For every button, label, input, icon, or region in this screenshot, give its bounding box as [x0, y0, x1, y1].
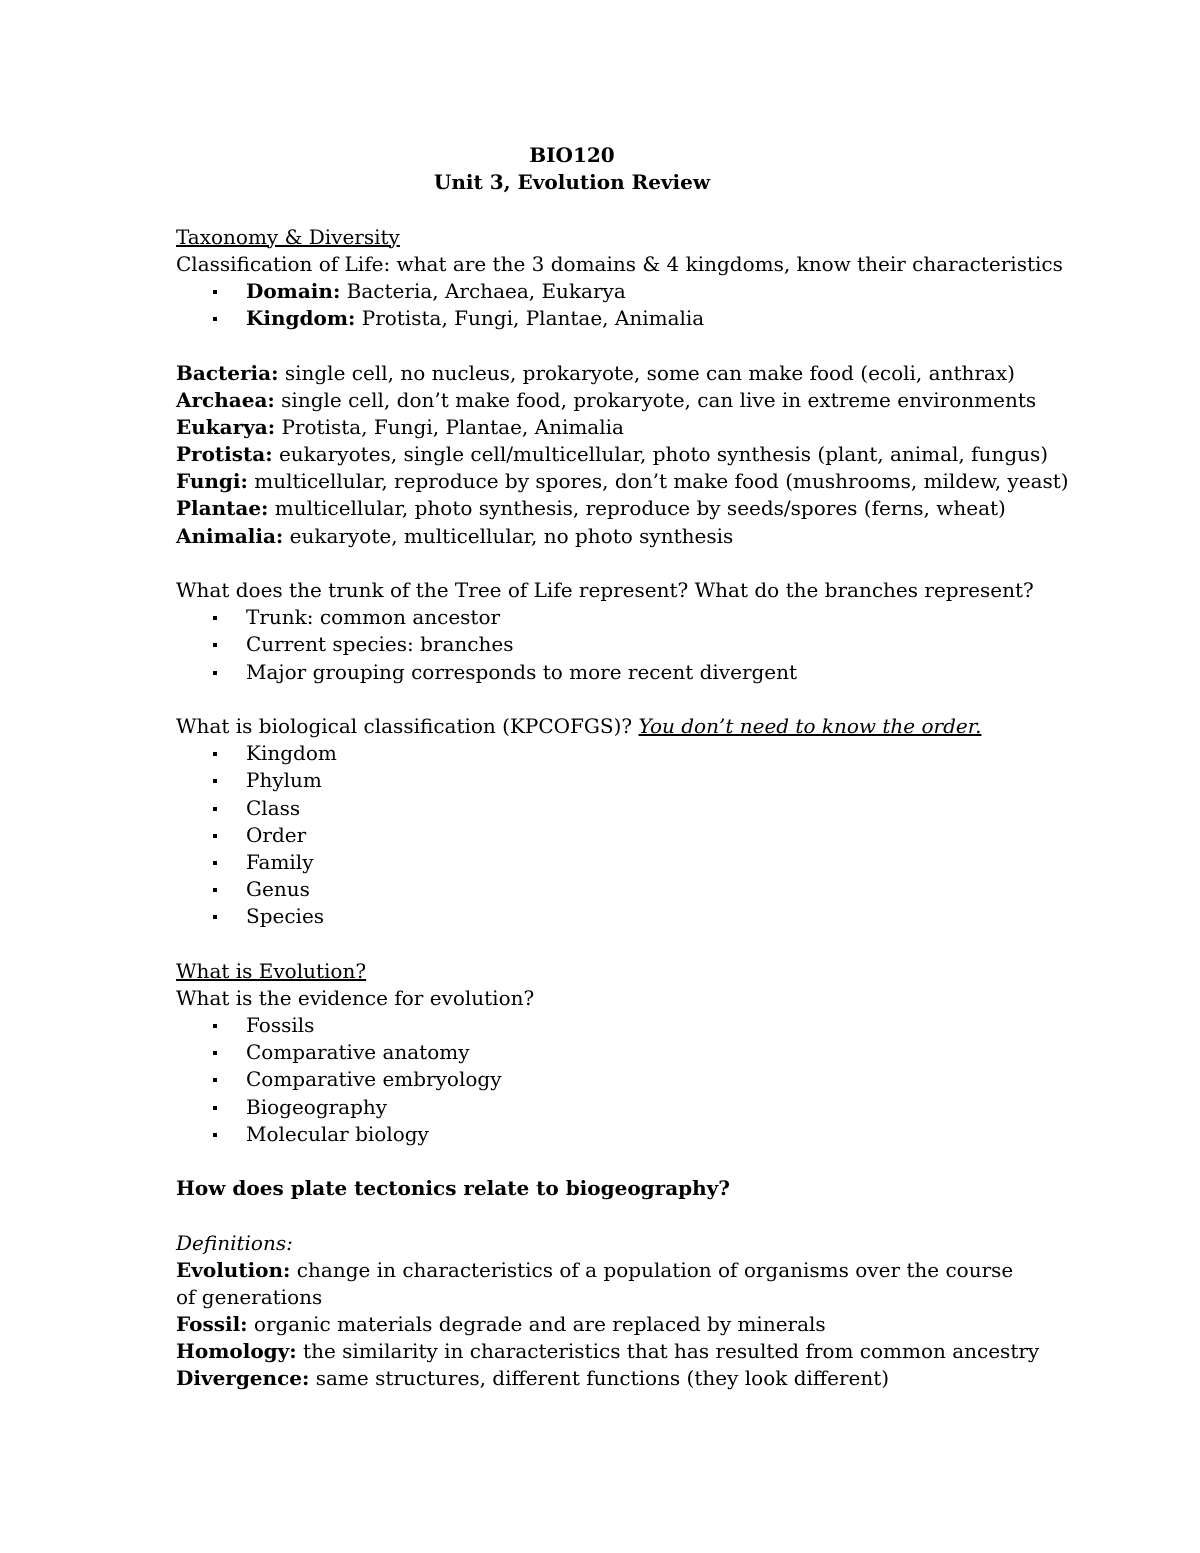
term: Homology: — [176, 1339, 297, 1364]
list-item: Molecular biology — [176, 1121, 1036, 1148]
spacer — [176, 1202, 1036, 1229]
list-item: Comparative embryology — [176, 1066, 1036, 1093]
tree-of-life-question: What does the trunk of the Tree of Life represent? What do the branches represent? — [176, 578, 1034, 602]
list-item: Major grouping corresponds to more recent divergent — [176, 659, 1036, 686]
order-note: You don’t need to know the order. — [638, 713, 982, 738]
term: Archaea: — [176, 387, 275, 412]
definition-plantae — [176, 495, 1036, 522]
term: Bacteria: — [176, 360, 279, 385]
definition-homology — [176, 1338, 1040, 1365]
term: Divergence: — [176, 1366, 310, 1391]
spacer — [176, 686, 1036, 713]
spacer — [176, 196, 1036, 223]
term: Protista: — [176, 442, 273, 467]
definition-fungi — [176, 468, 1069, 495]
list-item: Fossils — [176, 1012, 1036, 1039]
term: Fungi: — [176, 469, 248, 494]
description: same structures, different functions (they look different) — [309, 1366, 890, 1391]
list-item: Kingdom — [176, 740, 1036, 767]
evidence-list — [176, 1012, 1036, 1148]
classification-question: Classification of Life: what are the 3 domains & 4 kingdoms, know their characteristics — [176, 251, 1063, 276]
list-item: Species — [176, 903, 1036, 930]
definition-bacteria — [176, 360, 1036, 387]
domain-kingdom-list — [176, 278, 1036, 332]
evidence-question: What is the evidence for evolution? — [176, 985, 535, 1010]
description: Protista, Fungi, Plantae, Animalia — [355, 306, 705, 331]
description: single cell, don’t make food, prokaryote, can live in extreme environments — [274, 387, 1037, 412]
spacer — [176, 550, 1036, 577]
list-item: Trunk: common ancestor — [176, 604, 1036, 631]
section-heading-evolution: What is Evolution? — [176, 958, 367, 983]
description: the similarity in characteristics that has resulted from common ancestry — [296, 1339, 1040, 1364]
document-title: Unit 3, Evolution Review — [433, 170, 711, 195]
description: multicellular, photo synthesis, reproduce by seeds/spores (ferns, wheat) — [268, 496, 1006, 521]
term: Fossil: — [176, 1312, 248, 1337]
list-item — [176, 278, 1036, 305]
term: Domain: — [246, 278, 341, 303]
plate-tectonics-question: How does plate tectonics relate to biogeography? — [176, 1176, 731, 1201]
list-item — [176, 305, 1036, 332]
definition-fossil — [176, 1311, 1036, 1338]
definition-animalia — [176, 523, 1036, 550]
list-item: Comparative anatomy — [176, 1039, 1036, 1066]
section-heading-taxonomy: Taxonomy & Diversity — [176, 224, 400, 249]
list-item: Biogeography — [176, 1094, 1036, 1121]
description: multicellular, reproduce by spores, don’t make food (mushrooms, mildew, yeast) — [247, 469, 1069, 494]
description: change in characteristics of a population of organisms over the course of generations — [176, 1257, 1014, 1309]
description: eukaryote, multicellular, no photo synthesis — [283, 523, 734, 548]
term: Plantae: — [176, 496, 269, 521]
section-heading-definitions: Definitions: — [176, 1230, 293, 1255]
list-item: Current species: branches — [176, 631, 1036, 658]
tree-of-life-list — [176, 604, 1036, 686]
definition-archaea — [176, 387, 1036, 414]
spacer — [176, 1148, 1036, 1175]
definition-eukarya — [176, 414, 1036, 441]
list-item: Family — [176, 849, 1036, 876]
course-code: BIO120 — [529, 143, 615, 167]
description: organic materials degrade and are replaced by minerals — [247, 1312, 826, 1337]
definition-protista — [176, 441, 1049, 468]
definition-divergence — [176, 1365, 1036, 1392]
term: Evolution: — [176, 1257, 291, 1282]
taxonomic-ranks-list — [176, 740, 1036, 930]
classification-kpcofgs-question — [176, 713, 1036, 740]
list-item: Class — [176, 795, 1036, 822]
term: Kingdom: — [246, 306, 356, 331]
list-item: Phylum — [176, 767, 1036, 794]
question-text: What is biological classification (KPCOFGS)? — [176, 713, 639, 738]
definition-evolution — [176, 1257, 1036, 1311]
list-item: Genus — [176, 876, 1036, 903]
list-item: Order — [176, 822, 1036, 849]
description: Protista, Fungi, Plantae, Animalia — [275, 414, 624, 439]
description: single cell, no nucleus, prokaryote, some can make food (ecoli, anthrax) — [278, 360, 1015, 385]
spacer — [176, 930, 1036, 957]
document-body — [176, 142, 1069, 1393]
spacer — [176, 332, 1036, 359]
description: Bacteria, Archaea, Eukarya — [340, 278, 626, 303]
term: Animalia: — [176, 523, 284, 548]
description: eukaryotes, single cell/multicellular, photo synthesis (plant, animal, fungus) — [272, 442, 1049, 467]
term: Eukarya: — [176, 414, 276, 439]
